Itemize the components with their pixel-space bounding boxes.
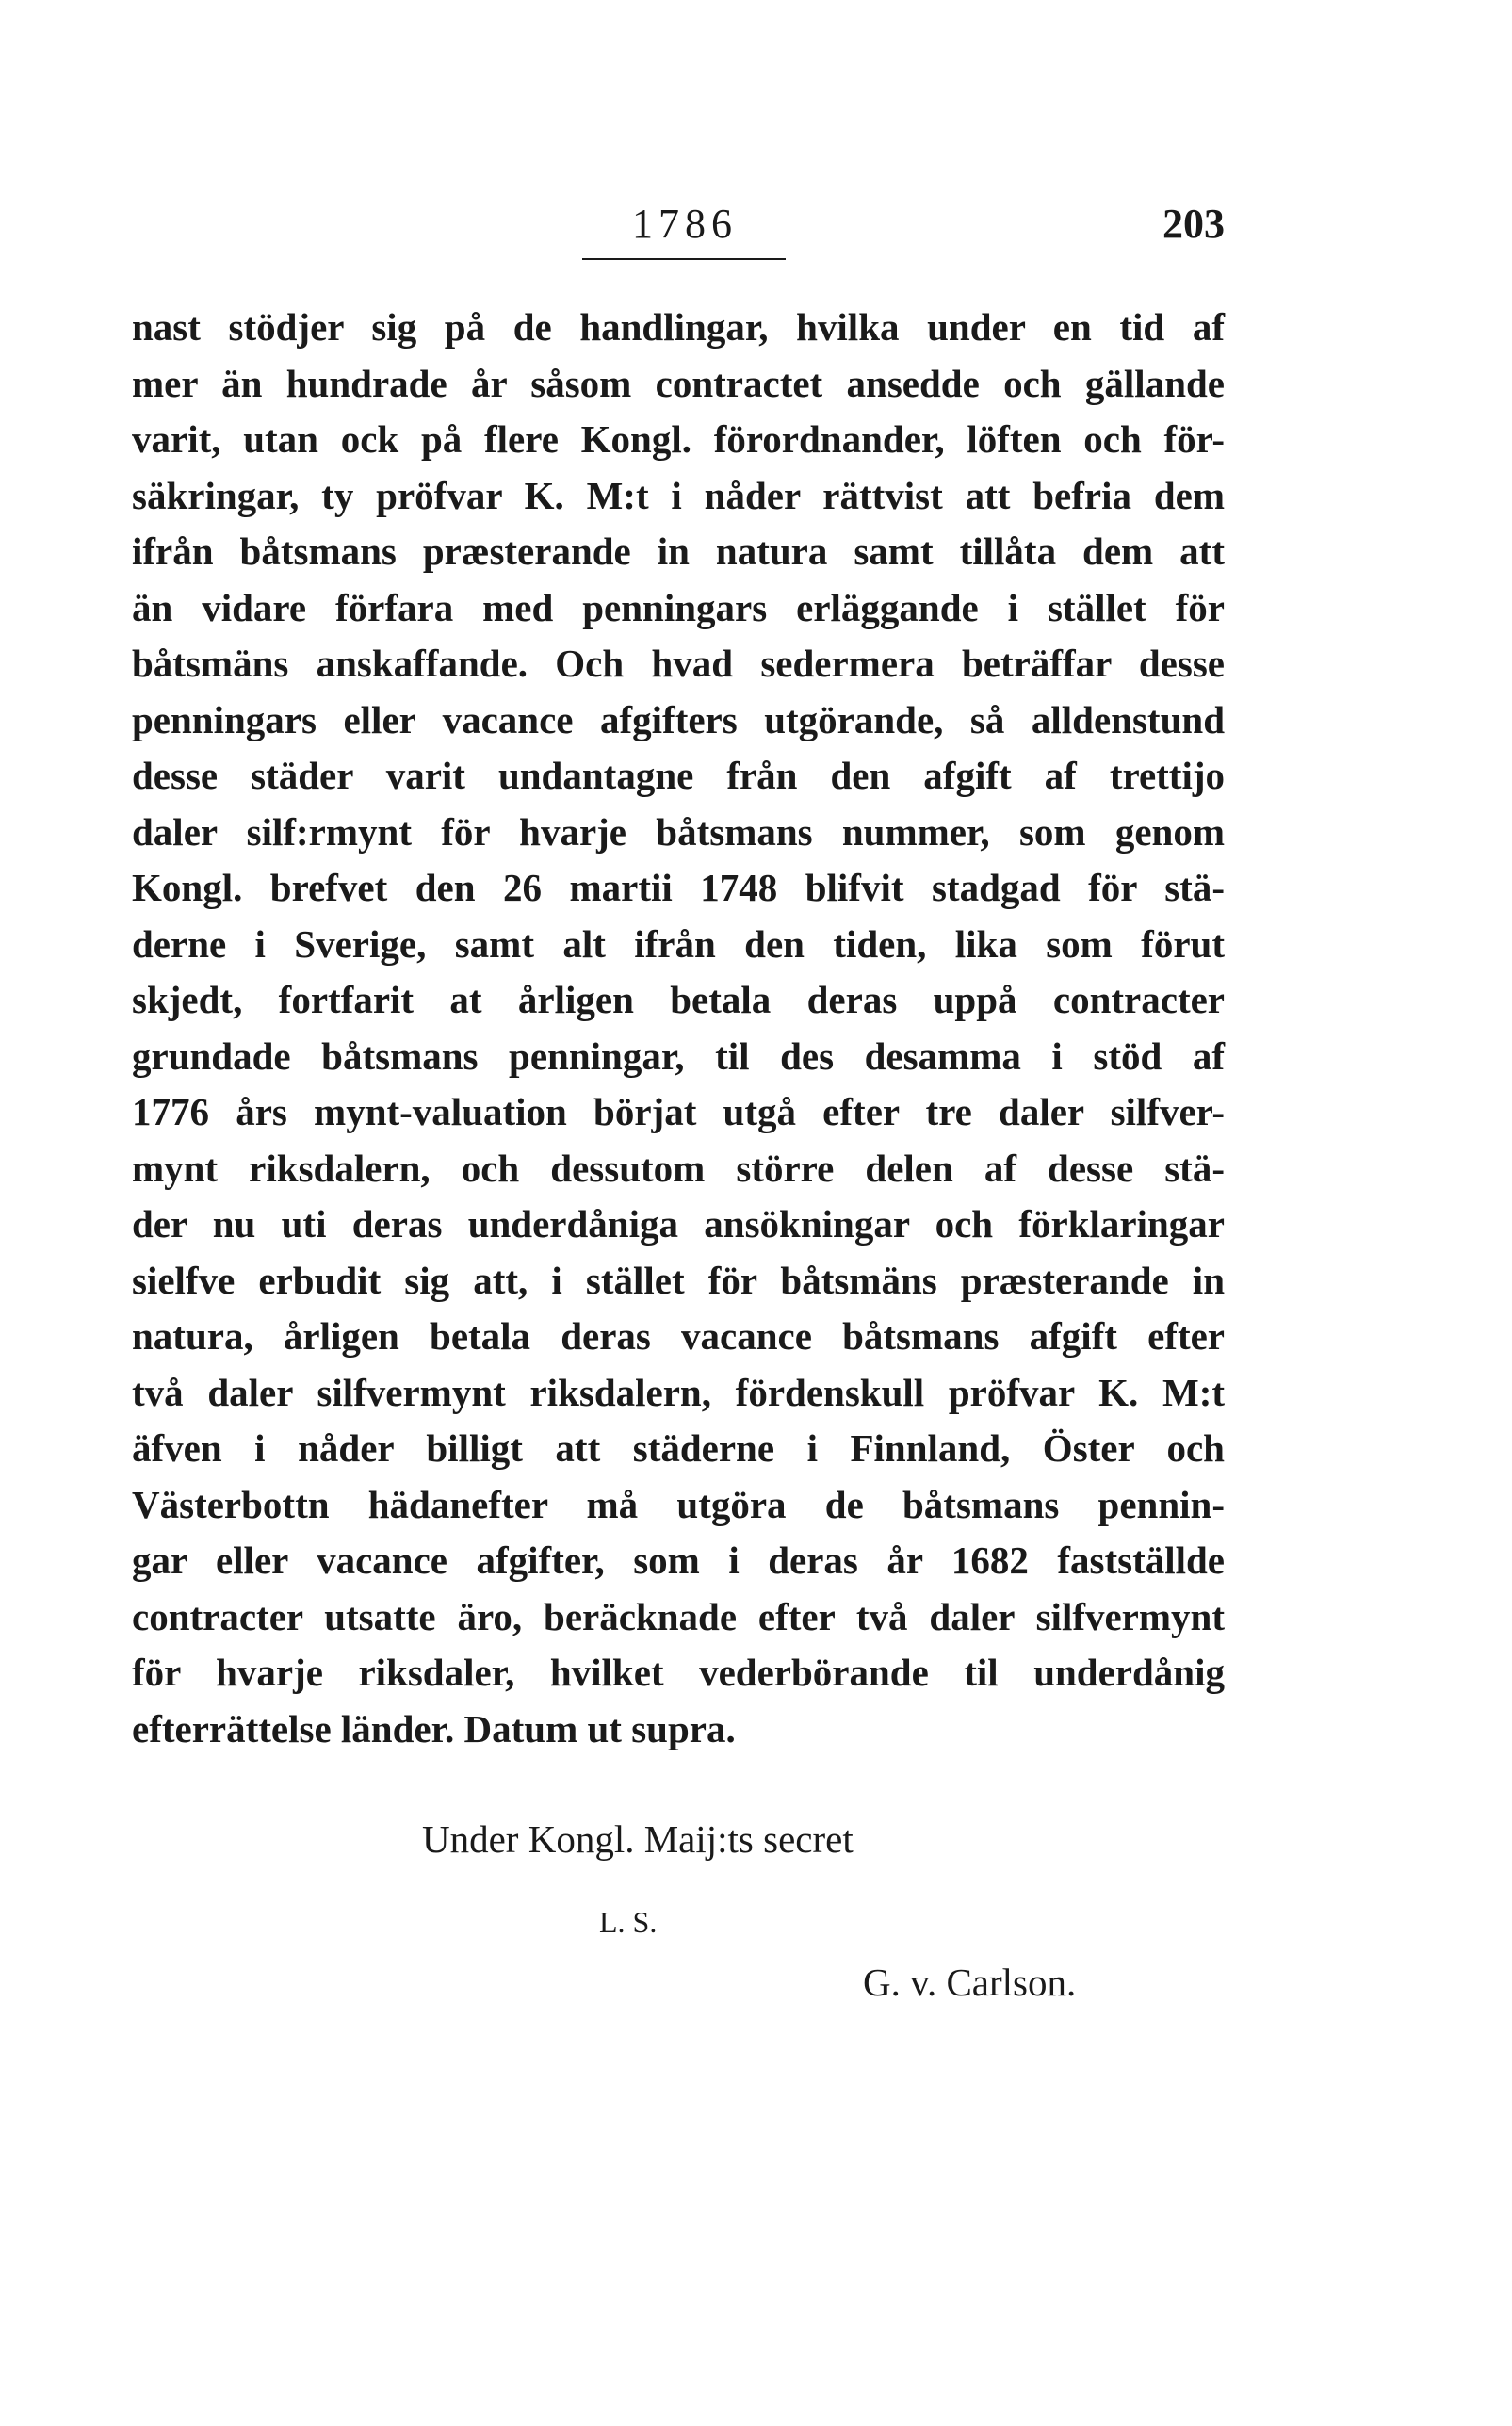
text-line: Västerbottn hädanefter må utgöra de båtsmans pennin- [132, 1482, 1225, 1526]
closing-block [132, 1816, 1225, 2099]
body-paragraph [132, 300, 1225, 1757]
text-line: mer än hundrade år såsom contractet ansedde och gällande [132, 361, 1225, 405]
text-line: skjedt, fortfarit at årligen betala deras uppå contracter [132, 978, 1225, 1021]
text-line: båtsmäns anskaffande. Och hvad sedermera beträffar desse [132, 642, 1225, 685]
text-line: der nu uti deras underdåniga ansökningar och förklaringar [132, 1202, 1225, 1246]
text-line: 1776 års mynt-valuation börjat utgå efter tre daler silfver- [132, 1090, 1225, 1133]
text-line: contracter utsatte äro, beräcknade efter två daler silfvermynt [132, 1594, 1225, 1638]
year-underline [582, 258, 786, 260]
text-line: efterrättelse länder. Datum ut supra. [132, 1706, 736, 1750]
signature: G. v. Carlson. [863, 1961, 1077, 2004]
text-line: äfven i nåder billigt att städerne i Finnland, Öster och [132, 1426, 1225, 1470]
text-line: sielfve erbudit sig att, i stället för båtsmäns præsterande in [132, 1258, 1225, 1302]
page-number: 203 [1162, 201, 1225, 247]
seal-mark: L. S. [599, 1905, 658, 1939]
text-line: grundade båtsmans penningar, til des desamma i stöd af [132, 1034, 1225, 1078]
text-line: två daler silfvermynt riksdalern, fördenskull pröfvar K. M:t [132, 1370, 1225, 1414]
text-line: Kongl. brefvet den 26 martii 1748 blifvit stadgad för stä- [132, 866, 1225, 909]
text-line: penningars eller vacance afgifters utgörande, så alldenstund [132, 697, 1225, 741]
text-line: för hvarje riksdaler, hvilket vederbörande til underdånig [132, 1651, 1225, 1694]
text-line: desse städer varit undantagne från den afgift af trettijo [132, 754, 1225, 797]
text-line: gar eller vacance afgifter, som i deras år 1682 fastställde [132, 1539, 1225, 1582]
text-line: varit, utan ock på flere Kongl. förordnander, löften och för- [132, 417, 1225, 461]
text-line: än vidare förfara med penningars erläggande i stället för [132, 585, 1225, 629]
text-line: mynt riksdalern, och dessutom större delen af desse stä- [132, 1146, 1225, 1190]
text-line: säkringar, ty pröfvar K. M:t i nåder rättvist att befria dem [132, 473, 1225, 517]
text-line: nast stödjer sig på de handlingar, hvilka under en tid af [132, 305, 1225, 349]
text-line: daler silf:rmynt för hvarje båtsmans nummer, som genom [132, 809, 1225, 854]
text-line: ifrån båtsmans præsterande in natura samt tillåta dem att [132, 529, 1225, 573]
running-head-year: 1786 [632, 201, 738, 247]
closing-formula: Under Kongl. Maij:ts secret [422, 1817, 854, 1861]
running-head [132, 200, 1225, 266]
text-line: natura, årligen betala deras vacance båtsmans afgift efter [132, 1314, 1225, 1358]
text-line: derne i Sverige, samt alt ifrån den tiden, lika som förut [132, 921, 1225, 966]
